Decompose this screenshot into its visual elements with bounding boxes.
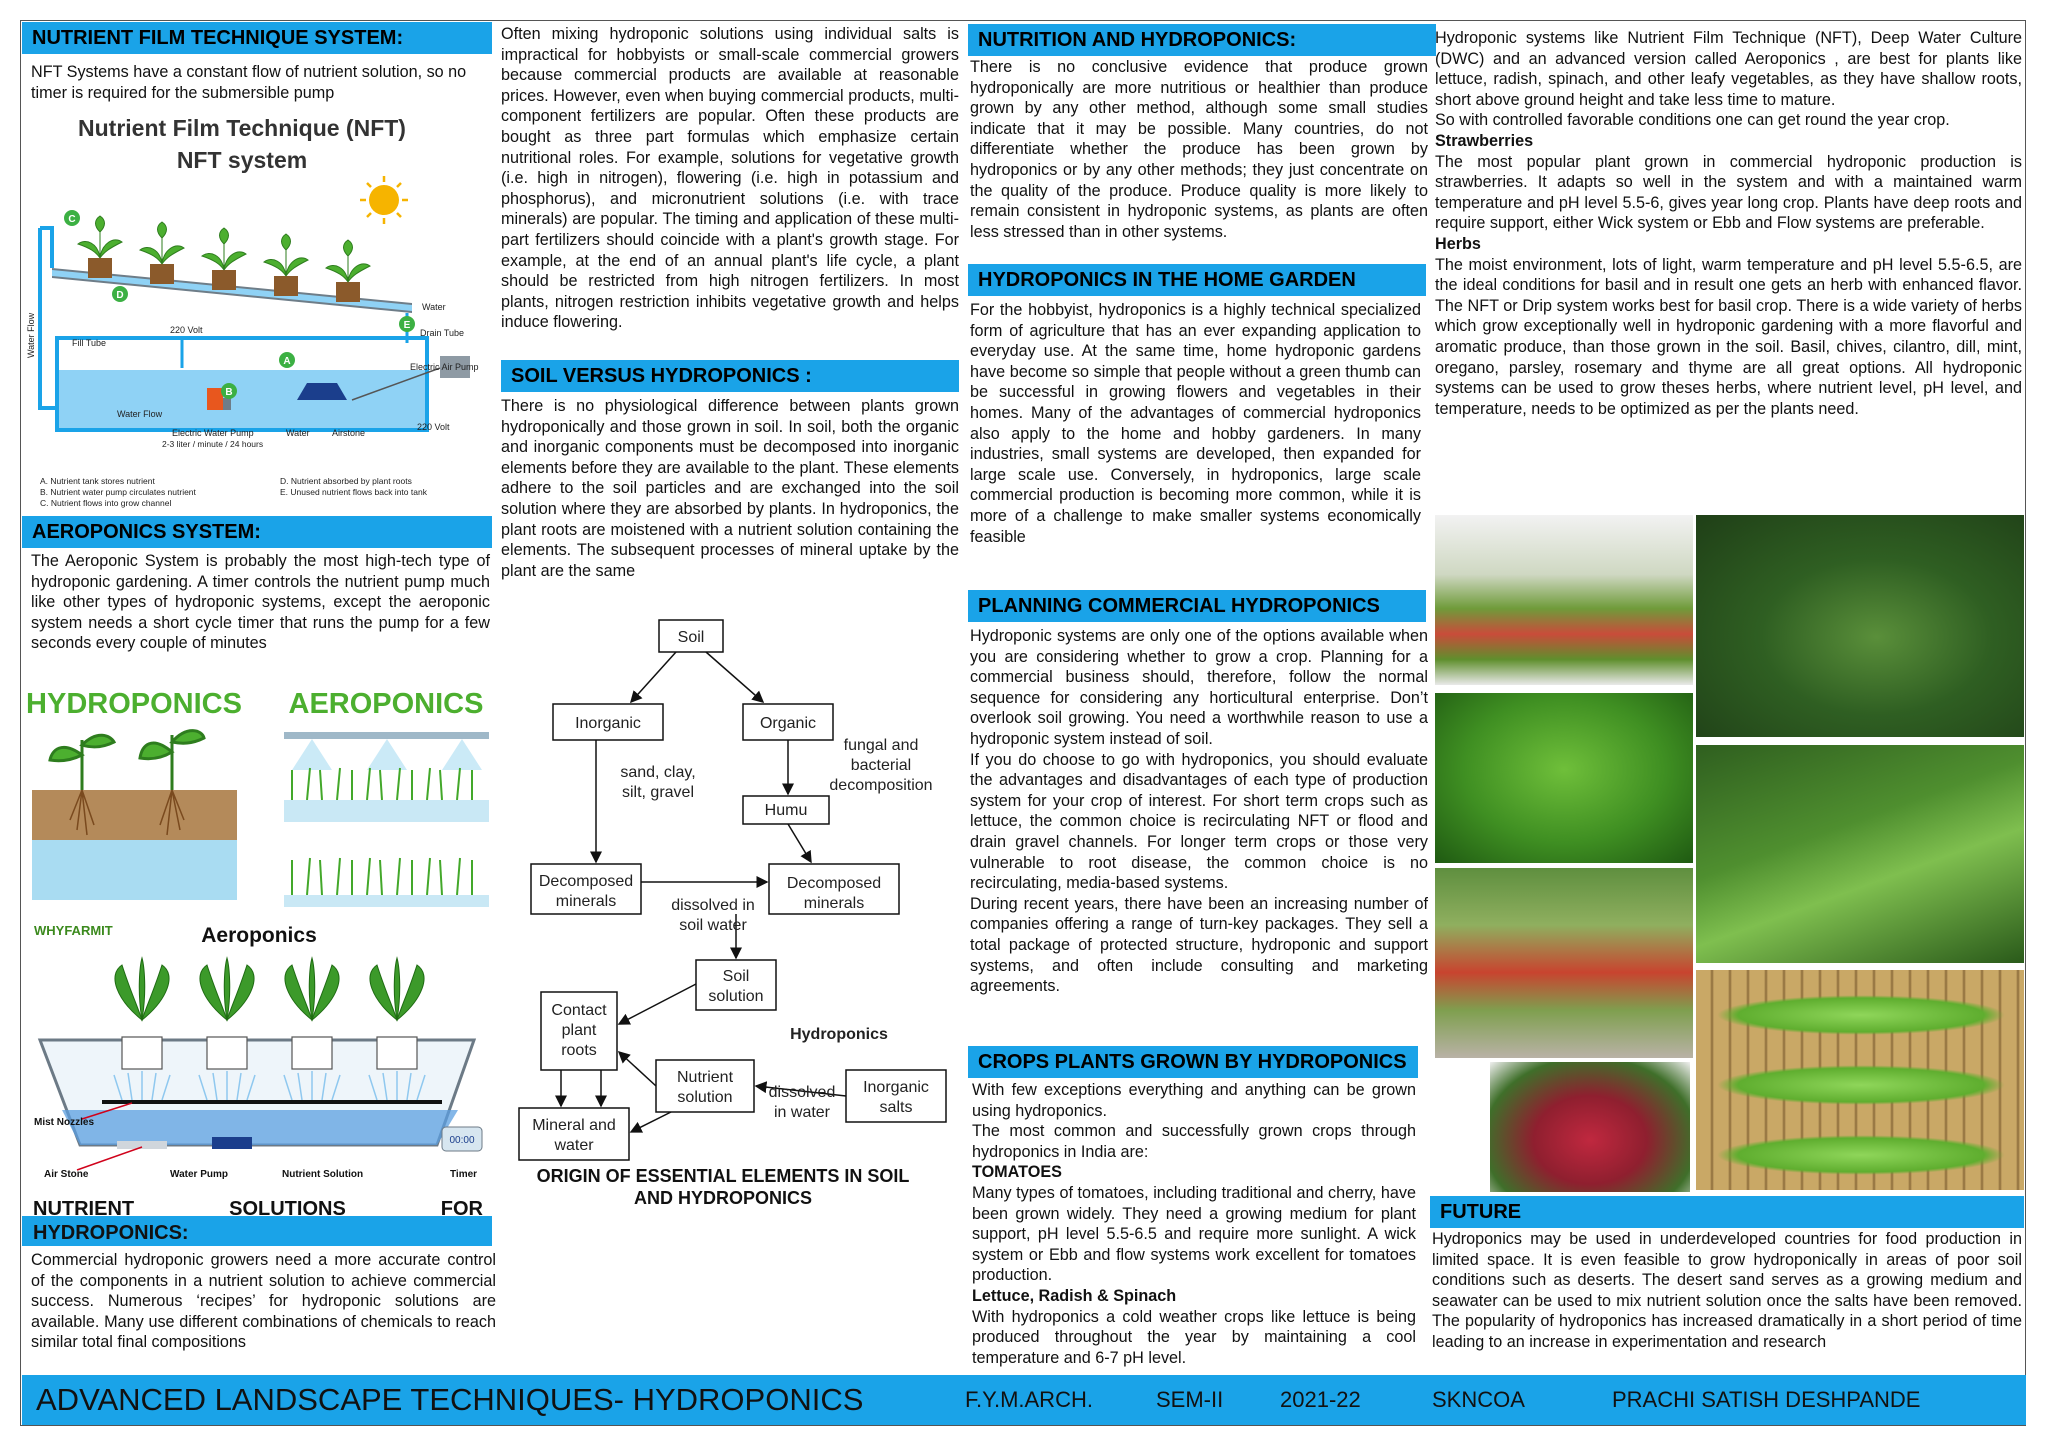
label-nutrient-solution: Nutrient Solution	[282, 1169, 364, 1180]
planning-heading: PLANNING COMMERCIAL HYDROPONICS	[968, 590, 1426, 622]
sun-icon	[360, 176, 408, 224]
nft-marker-d	[112, 286, 128, 302]
nft-label-airstone: Airstone	[332, 428, 366, 438]
node-mineral-1: Mineral and	[532, 1117, 616, 1134]
aeroponics-fig-title: Aeroponics	[201, 924, 317, 947]
fig-aeroponics-title: AEROPONICS	[288, 688, 484, 720]
photo-lettuce-wall	[1696, 970, 2024, 1190]
svg-text:A. Nutrient tank stores nutrie: A. Nutrient tank stores nutrient	[40, 476, 155, 486]
node-humu: Humu	[764, 802, 808, 819]
photo-tomatoes	[1435, 868, 1693, 1058]
node-nutrient-1: Nutrient	[676, 1069, 734, 1086]
home-garden-text: For the hobbyist, hydroponics is a highly technical specialized form of agriculture that has an ever expanding application to everyday use. At the same time, home hydroponic gardens have become so simple that people without a green thumb can be successful in growing flowers and vegetables in their homes. Many of the advantages of commercial hydroponics also apply to the home and hobby gardeners. In many industries, small systems are developed, then expanded for large scale use. Conversely, in hydroponics, large scale commercial production is becoming more common, while it is more of a challenge to make smaller systems economically feasible	[970, 301, 1421, 546]
nft-fig-subtitle: NFT system	[176, 147, 308, 173]
node-decomposed-right-1: Decomposed	[786, 875, 882, 892]
node-contact-3: roots	[561, 1042, 597, 1059]
nutrient-solutions-text: Commercial hydroponic growers need a more accurate control of the components in a nutrient solution to achieve commercial success. Numerous ‘recipes’ for hydroponic solutions are available. Many use different combinations of chemicals to reach similar total final compositions	[31, 1251, 496, 1352]
future-text: Hydroponics may be used in underdeveloped countries for food production in limited space. It is even feasible to grow hydroponically in areas of poor soil conditions such as deserts. The desert sand serves as a growing medium and seawater can be used to mix nutrient solution once the salts have been removed. The popularity of hydroponics has increased dramatically in a short period of time leading to an increase in experimentation and research	[1432, 1230, 2022, 1351]
node-mineral-2: water	[554, 1137, 594, 1154]
footer-author: PRACHI SATISH DESHPANDE	[1612, 1387, 1921, 1412]
nft-label-water2: Water	[286, 428, 310, 438]
nft-label-fill: Fill Tube	[72, 338, 107, 348]
nft-label-pump: Electric Water Pump	[172, 428, 254, 438]
nft-label-volt: 220 Volt	[170, 325, 203, 335]
soil-vs-hydro-heading: SOIL VERSUS HYDROPONICS :	[501, 360, 959, 392]
node-inorganic-salts-2: salts	[879, 1099, 913, 1116]
footer-year: 2021-22	[1280, 1387, 1361, 1412]
svg-text:C. Nutrient flows into grow ch: C. Nutrient flows into grow channel	[40, 498, 172, 508]
nft-legend	[40, 476, 428, 508]
nutrient-solutions-heading: NUTRIENT SOLUTIONS FOR HYDROPONICS:	[33, 1198, 483, 1244]
svg-text:C: C	[68, 214, 76, 225]
future-heading: FUTURE	[1430, 1196, 2024, 1228]
footer-title: ADVANCED LANDSCAPE TECHNIQUES- HYDROPONICS	[36, 1382, 864, 1417]
col2-intro-text: Often mixing hydroponic solutions using individual salts is impractical for hobbyists or small-scale commercial growers because commercial products are available at reasonable prices. However, even when buying commercial products, multi-component fertilizers are popular. Often these products are bought as three part formulas which emphasize certain nutritional roles. For example, solutions for vegetative growth (i.e. high in nitrogen), flowering (i.e. high in potassium and phosphorus), and micronutrient solutions (i.e. with trace minerals) are popular. The timing and application of these multi-part fertilizers should coincide with a plant's growth stage. For example, at the end of an annual plant's life cycle, a plant should be restricted from high nitrogen fertilizers. In most plants, nitrogen restriction inhibits vegetative growth and helps induce flowering.	[501, 25, 959, 332]
diagram-caption-1: ORIGIN OF ESSENTIAL ELEMENTS IN SOIL	[536, 1166, 910, 1186]
col4-text: Hydroponic systems like Nutrient Film Technique (NFT), Deep Water Culture (DWC) and an advanced version called Aeroponics , are best for plants like lettuce, radish, spinach, and other leafy vegetables, as they have shallow roots, short above ground height and take less time to mature. So with controlled favorable conditions one can get round the year crop. Strawberries The most popular plant grown in commercial hydroponic production is strawberries. It adapts so well in the system and with a maintained warm temperature and pH level 5.5-6, gives year long crop. Plants have deep roots and require support, either Wick system or Ebb and Flow systems are preferable. Herbs The moist environment, lots of light, warm temperature and pH level 5.5-6.5, are the ideal conditions for basil and in result one gets an herb with enhanced flavor. The NFT or Drip system works best for basil crop. There is a wide variety of herbs which grow exceptionally well in hydroponic gardening with a more flavorful and aromatic produce, than those grown in the soil. Basil, chives, cilantro, dill, mint, oregano, parsley, rosemary and thyme are all great options. All hydroponic systems can be used to grow theses herbs, where nutrient level, pH level, and temperature, needs to be optimized as per the plants need.	[1435, 29, 2022, 418]
svg-text:D: D	[116, 290, 124, 301]
node-contact-1: Contact	[551, 1002, 607, 1019]
nutrition-text: There is no conclusive evidence that produce grown hydroponically are more nutritious or healthier than produce grown by any other method, although some small studies indicate that it may be possible. Many countries, do not differentiate whether the produce has been grown by hydroponics or by any other methods; they just concentrate on the quality of the produce. Produce quality is more likely to remain consistent in hydroponic systems, as plants are often less stressed than in other systems.	[970, 58, 1428, 241]
nft-marker-a	[279, 352, 295, 368]
planning-text: Hydroponic systems are only one of the options available when you are considering whether to grow a crop. Planning for a commercial business should, therefore, follow the normal sequence for considering any horticultural enterprise. Don’t overlook soil growing. You need a worthwhile reason to use a hydroponic system instead of soil. If you do choose to go with hydroponics, you should evaluate the advantages and disadvantages of each type of production system for your crop of interest. For short term crops such as lettuce, the common choice is recirculating NFT or flood and drain gravel channels. For longer term crops or those very vulnerable to root disease, the common choice is no recirculating, media-based systems. During recent years, there have been an increasing number of companies offering a range of turn-key packages. They sell a total package of protected structure, hydroponic and support systems, and often include consulting and marketing agreements.	[970, 627, 1428, 996]
photo-cucumbers	[1696, 515, 2024, 737]
nft-fig-title: Nutrient Film Technique (NFT)	[78, 115, 406, 141]
nft-label-drain: Drain Tube	[420, 328, 465, 338]
note-dissolved-1: dissolved in	[671, 897, 755, 914]
footer-course: F.Y.M.ARCH.	[965, 1387, 1093, 1412]
origin-elements-diagram	[501, 612, 959, 1212]
soil-vs-hydro-text: There is no physiological difference between plants grown hydroponically and those grown in soil. In soil, both the organic and inorganic components must be decomposed into inorganic elements before they are available to the plant. These elements adhere to the soil particles and are exchanged into the soil solution where they are absorbed by plants. In hydroponics, the plant roots are moistened with a nutrient solution containing the elements. The subsequent processes of mineral uptake by the plant are the same	[501, 397, 959, 580]
node-nutrient-2: solution	[677, 1089, 733, 1106]
aeroponics-plants	[115, 958, 424, 1020]
nft-label-flow: Water Flow	[117, 409, 163, 419]
node-soil: Soil	[677, 629, 705, 646]
node-inorganic-salts-1: Inorganic	[863, 1079, 929, 1096]
svg-text:B: B	[225, 387, 233, 398]
label-water-pump: Water Pump	[170, 1169, 228, 1180]
note-fungal-1: fungal and	[843, 737, 919, 754]
label-hydroponics: Hydroponics	[790, 1026, 888, 1043]
footer-bar	[22, 1375, 2026, 1425]
label-timer: Timer	[450, 1169, 478, 1180]
crops-text: With few exceptions everything and anything can be grown using hydroponics. The most common and successfully grown crops through hydroponics in India are: TOMATOES Many types of tomatoes, including traditional and cherry, have been grown widely. They need a growing medium for plant support, pH level 5.5-6.5 and require more sunlight. A wick system or Ebb and flow systems work excellent for tomatoes production. Lettuce, Radish & Spinach With hydroponics a cold weather crops like lettuce is being produced throughout the year by maintaining a cool temperature and 6-7 pH level.	[972, 1081, 1416, 1367]
svg-text:B. Nutrient water pump circula: B. Nutrient water pump circulates nutrient	[40, 487, 196, 497]
nft-label-airpump: Electric Air Pump	[410, 362, 479, 372]
crops-heading: CROPS PLANTS GROWN BY HYDROPONICS	[968, 1046, 1418, 1078]
node-decomposed-right-2: minerals	[803, 895, 865, 912]
diagram-caption-2: AND HYDROPONICS	[633, 1188, 813, 1208]
nft-marker-b	[221, 383, 237, 399]
nft-label-water: Water	[422, 302, 446, 312]
note-fungal-3: decomposition	[829, 777, 933, 794]
note-sand-2: silt, gravel	[621, 784, 695, 801]
node-organic: Organic	[759, 715, 817, 732]
nft-heading: NUTRIENT FILM TECHNIQUE SYSTEM:	[22, 22, 492, 54]
nft-text: NFT Systems have a constant flow of nutrient solution, so no timer is required for the submersible pump	[31, 63, 467, 102]
aeroponics-diagram	[22, 915, 497, 1185]
svg-text:A: A	[283, 356, 291, 367]
nft-label-volt2: 220 Volt	[417, 422, 450, 432]
photo-beans	[1696, 745, 2024, 963]
label-mist-nozzles: Mist Nozzles	[34, 1117, 95, 1128]
fig-hydroponics-title: HYDROPONICS	[26, 688, 242, 720]
nft-label-pump-rate: 2-3 liter / minute / 24 hours	[162, 439, 264, 449]
note-dissolved-2: soil water	[679, 917, 747, 934]
node-soil-solution-2: solution	[708, 988, 764, 1005]
footer-semester: SEM-II	[1156, 1387, 1224, 1412]
aeroponics-text: The Aeroponic System is probably the most high-tech type of hydroponic gardening. A timer controls the nutrient pump much like other types of hydroponic systems, except the aeroponic system needs a short cycle timer that runs the pump for a few seconds every couple of minutes	[31, 552, 490, 653]
footer-college: SKNCOA	[1432, 1387, 1525, 1412]
svg-text:D. Nutrient absorbed by plant: D. Nutrient absorbed by plant roots	[280, 476, 412, 486]
photo-basil	[1435, 693, 1693, 863]
aeroponics-heading: AEROPONICS SYSTEM:	[22, 516, 492, 548]
timer-display: 00:00	[449, 1135, 475, 1146]
note-dissolved-water-2: in water	[773, 1104, 831, 1121]
node-contact-2: plant	[561, 1022, 597, 1039]
photo-strawberries	[1435, 515, 1693, 685]
node-inorganic: Inorganic	[575, 715, 641, 732]
note-dissolved-water-1: dissolved	[768, 1084, 836, 1101]
home-garden-heading: HYDROPONICS IN THE HOME GARDEN	[968, 264, 1426, 296]
note-fungal-2: bacterial	[850, 757, 912, 774]
nft-label-flow-vertical: Water Flow	[26, 312, 36, 358]
nft-diagram	[22, 108, 497, 518]
whyfarmit-logo: WHYFARMIT	[34, 923, 113, 938]
nft-marker-e	[399, 316, 415, 332]
svg-text:E: E	[403, 320, 411, 331]
node-soil-solution-1: Soil	[722, 968, 750, 985]
svg-text:E. Unused nutrient flows back: E. Unused nutrient flows back into tank	[280, 487, 427, 497]
photo-radishes	[1490, 1062, 1690, 1192]
hydro-vs-aero-figure	[22, 680, 497, 910]
label-air-stone: Air Stone	[44, 1169, 89, 1180]
nutrition-heading: NUTRITION AND HYDROPONICS:	[968, 24, 1436, 56]
note-sand-1: sand, clay,	[620, 764, 696, 781]
node-decomposed-left-1: Decomposed	[538, 873, 634, 890]
nft-marker-c	[64, 210, 80, 226]
node-decomposed-left-2: minerals	[555, 893, 617, 910]
